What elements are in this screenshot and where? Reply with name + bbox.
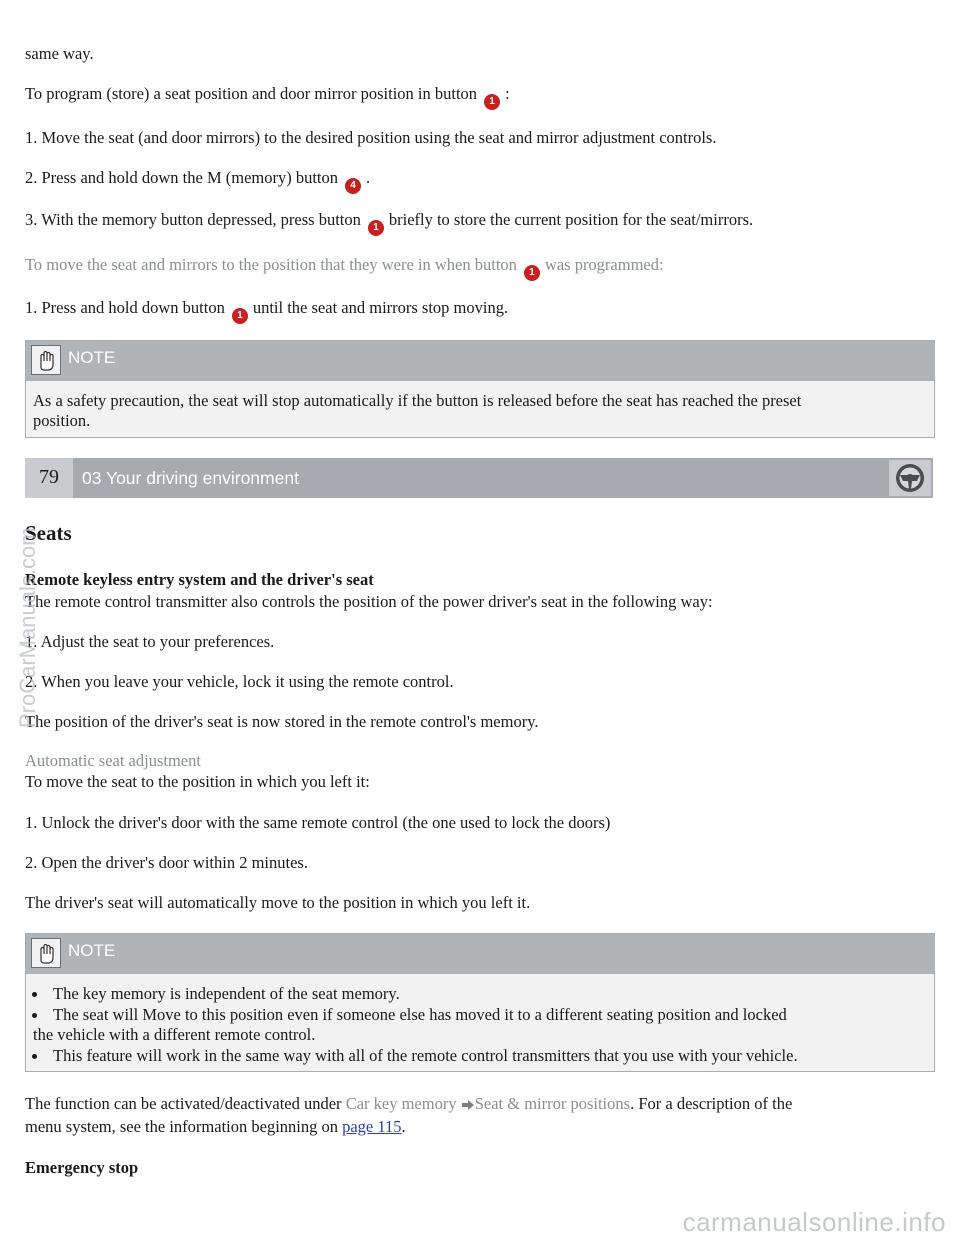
subheading-text: Automatic seat adjustment bbox=[25, 751, 201, 770]
bullet-icon bbox=[32, 1054, 37, 1059]
subheading: Emergency stop bbox=[25, 1158, 139, 1177]
paragraph-text: The position of the driver's seat is now stored in the remote control's memory. bbox=[25, 712, 539, 731]
text-segment: The function can be activated/deactivated under bbox=[25, 1094, 342, 1113]
section-heading: Seats bbox=[25, 521, 72, 545]
bullet-icon bbox=[32, 992, 37, 997]
text-segment: was programmed: bbox=[544, 255, 664, 274]
step-text: 2. Open the driver's door within 2 minutes. bbox=[25, 853, 308, 872]
text-segment: 2. Press and hold down the M (memory) button bbox=[25, 168, 339, 187]
step-text bbox=[25, 298, 508, 324]
text-segment: To move the seat and mirrors to the position that they were in when button bbox=[25, 255, 517, 274]
text-segment: . bbox=[401, 1117, 406, 1136]
side-watermark: ProCarManuals.com bbox=[15, 527, 40, 728]
text-segment: . bbox=[366, 168, 371, 187]
button-1-badge-icon: 1 bbox=[484, 94, 500, 110]
step-text: 1. Adjust the seat to your preferences. bbox=[25, 632, 275, 651]
paragraph-function-line2 bbox=[25, 1117, 406, 1137]
page-number: 79 bbox=[25, 458, 73, 498]
text-segment: 3. With the memory button depressed, press button bbox=[25, 210, 361, 229]
subheading: Remote keyless entry system and the driver's seat bbox=[25, 570, 374, 589]
chapter-title: 03 Your driving environment bbox=[82, 468, 299, 488]
button-1-badge-icon: 1 bbox=[368, 220, 384, 236]
subheading-text bbox=[25, 255, 664, 281]
list-item: The seat will Move to this position even if someone else has moved it to a different seating position and locked bbox=[53, 1005, 787, 1024]
menu-path-item: Car key memory bbox=[345, 1094, 457, 1113]
button-1-badge-icon: 1 bbox=[524, 265, 540, 281]
note-title: NOTE bbox=[68, 941, 116, 960]
text-segment: briefly to store the current position for the seat/mirrors. bbox=[388, 210, 754, 229]
paragraph-text: To move the seat to the position in which you left it: bbox=[25, 772, 370, 791]
text-segment: . For a description of the bbox=[630, 1094, 793, 1113]
paragraph-text: same way. bbox=[25, 44, 94, 63]
page-link[interactable]: page 115 bbox=[342, 1117, 402, 1136]
note-title: NOTE bbox=[68, 348, 116, 367]
note-header bbox=[26, 934, 934, 974]
text-segment: menu system, see the information beginning on bbox=[25, 1117, 338, 1136]
paragraph-program-intro bbox=[25, 84, 510, 110]
paragraph-function bbox=[25, 1094, 792, 1116]
text-segment: 1. Press and hold down button bbox=[25, 298, 225, 317]
list-item: This feature will work in the same way with all of the remote control transmitters that you use with your vehicle. bbox=[53, 1046, 798, 1065]
steering-wheel-icon bbox=[889, 460, 931, 496]
text-segment: To program (store) a seat position and door mirror position in button bbox=[25, 84, 478, 103]
menu-path-item: Seat & mirror positions bbox=[474, 1094, 631, 1113]
note-text bbox=[33, 391, 801, 431]
button-4-badge-icon: 4 bbox=[345, 178, 361, 194]
note-header bbox=[26, 341, 934, 381]
paragraph-text: The remote control transmitter also controls the position of the power driver's seat in the following way: bbox=[25, 592, 713, 611]
bullet-icon bbox=[32, 1013, 37, 1018]
arrow-right-icon bbox=[461, 1096, 475, 1116]
chapter-header-bar bbox=[25, 458, 933, 498]
step-text bbox=[25, 210, 753, 236]
step-text: 1. Move the seat (and door mirrors) to the desired position using the seat and mirror adjustment controls. bbox=[25, 128, 717, 147]
text-segment: : bbox=[505, 84, 510, 103]
text-segment: until the seat and mirrors stop moving. bbox=[252, 298, 509, 317]
note-box bbox=[25, 933, 935, 1072]
list-item-continuation: the vehicle with a different remote control. bbox=[33, 1025, 316, 1044]
footer-watermark: carmanualsonline.info bbox=[682, 1207, 946, 1237]
hand-note-icon bbox=[31, 938, 61, 968]
list-item: The key memory is independent of the seat memory. bbox=[53, 984, 400, 1003]
step-text: 1. Unlock the driver's door with the same remote control (the one used to lock the doors) bbox=[25, 813, 611, 832]
step-text: 2. When you leave your vehicle, lock it using the remote control. bbox=[25, 672, 454, 691]
button-1-badge-icon: 1 bbox=[232, 308, 248, 324]
step-text bbox=[25, 168, 370, 194]
note-box bbox=[25, 340, 935, 438]
note-line: As a safety precaution, the seat will stop automatically if the button is released before the seat has reached the preset bbox=[33, 391, 802, 410]
hand-note-icon bbox=[31, 345, 61, 375]
note-line: position. bbox=[33, 411, 91, 430]
paragraph-text: The driver's seat will automatically move to the position in which you left it. bbox=[25, 893, 531, 912]
